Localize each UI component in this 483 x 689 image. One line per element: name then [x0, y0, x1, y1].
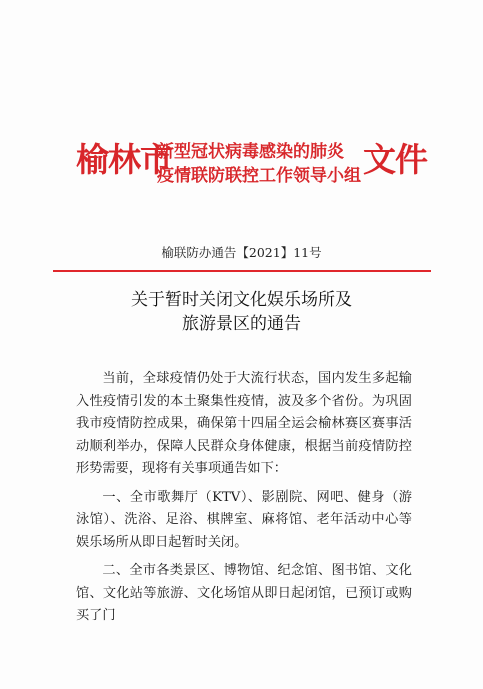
document-word: 文件: [363, 140, 427, 179]
notice-title: [0, 288, 483, 336]
paragraph-item-1: 一、全市歌舞厅（KTV）、影剧院、网吧、健身（游泳馆）、洗浴、足浴、棋牌室、麻将馆、老年活动中心等娱乐场所从即日起暂时关闭。: [76, 489, 412, 550]
notice-title-line2: 旅游景区的通告: [182, 314, 301, 334]
issuing-city: 榆林市: [76, 140, 172, 179]
issuing-group-line2: 疫情联防联控工作领导小组: [157, 166, 361, 186]
issuing-group: [157, 140, 361, 188]
notice-body: [76, 368, 412, 634]
document-number: 榆联防办通告【2021】11号: [161, 245, 322, 260]
red-divider: [53, 270, 431, 272]
letterhead: [0, 128, 483, 198]
notice-title-line1: 关于暂时关闭文化娱乐场所及: [131, 290, 352, 310]
issuing-group-line1: 新型冠状病毒感染的肺炎: [157, 142, 344, 162]
paragraph-intro: 当前，全球疫情仍处于大流行状态，国内发生多起输入性疫情引发的本土聚集性疫情，波及多个省份。为巩固我市疫情防控成果，确保第十四届全运会榆林赛区赛事活动顺利举办，保障人民群众身体健康，根据当前疫情防控形势需要，现将有关事项通告如下：: [76, 371, 412, 476]
paragraph-item-2: 二、全市各类景区、博物馆、纪念馆、图书馆、文化馆、文化站等旅游、文化场馆从即日起闭馆，已预订或购买了门: [76, 563, 412, 623]
